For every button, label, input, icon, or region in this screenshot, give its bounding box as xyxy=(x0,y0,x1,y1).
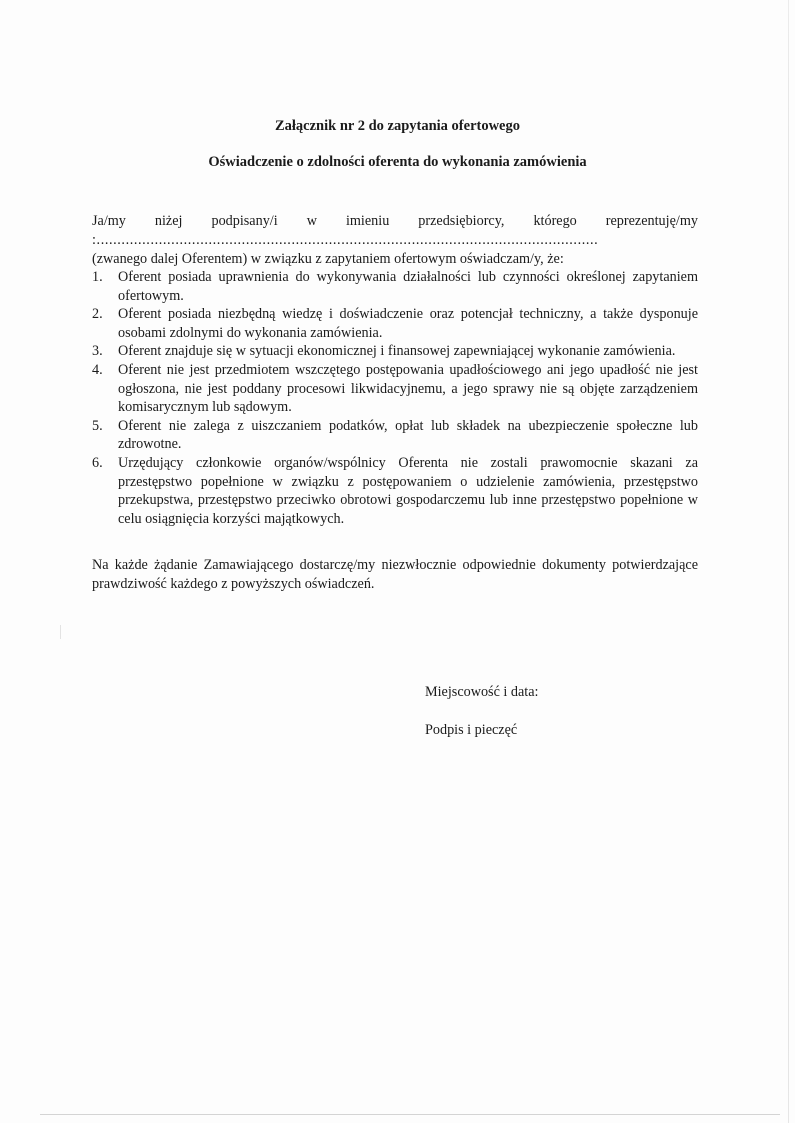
declaration-text: Oferent nie zalega z uiszczaniem podatków, opłat lub składek na ubezpieczenie społeczne lub zdrowotne. xyxy=(118,417,698,453)
declaration-number: 1. xyxy=(92,269,103,285)
intro-word: którego xyxy=(533,213,577,229)
declaration-number: 3. xyxy=(92,343,103,360)
declaration-text: Oferent nie jest przedmiotem wszczętego postępowania upadłościowego ani jego upadłość nie jest ogłoszona, nie jest poddany procesowi likwidacyjnemu, a jego sprawy nie są objęte zarządzeniem komisarycznym lub sądowym. xyxy=(118,361,698,416)
intro-word: podpisany/i xyxy=(211,213,278,229)
declaration-text: Oferent posiada niezbędną wiedzę i doświadczenie oraz potencjał techniczny, a także dysponuje osobami zdolnymi do wykonania zamówienia. xyxy=(118,306,698,341)
declaration-number: 6. xyxy=(92,454,103,471)
declaration-number: 2. xyxy=(92,306,103,323)
declaration-text: Urzędujący członkowie organów/wspólnicy Oferenta nie zostali prawomocnie skazani za przestępstwo popełnione w związku z postępowaniem o udzielenie zamówienia, przestępstwo przekupstwa, przestępstwo przeciwko obrotowi gospodarczemu lub inne przestępstwo popełnione w celu osiągnięcia korzyści majątkowych. xyxy=(118,454,698,527)
scan-margin-mark xyxy=(60,625,61,639)
intro-word: niżej xyxy=(154,213,183,229)
fill-in-dots: :......................................................................................................................... xyxy=(92,232,599,248)
closing-paragraph: Na każde żądanie Zamawiającego dostarczę/my niezwłocznie odpowiednie dokumenty potwierdzające prawdziwość każdego z powyższych oświadczeń. xyxy=(92,557,698,592)
declaration-item xyxy=(92,268,698,305)
intro-word: imieniu xyxy=(345,213,390,229)
intro-word: reprezentuję/my xyxy=(605,213,698,229)
attachment-title: Załącznik nr 2 do zapytania ofertowego xyxy=(274,118,520,134)
declaration-item xyxy=(92,305,698,342)
scan-edge-bottom xyxy=(40,1114,780,1115)
declaration-number: 5. xyxy=(92,417,103,434)
intro-continuation: (zwanego dalej Oferentem) w związku z zapytaniem ofertowym oświadczam/y, że: xyxy=(92,251,564,267)
declaration-item xyxy=(92,361,698,417)
document-title: Oświadczenie o zdolności oferenta do wykonania zamówienia xyxy=(208,154,587,170)
declaration-item xyxy=(92,417,698,454)
intro-word: Ja/my xyxy=(92,213,126,229)
declaration-item xyxy=(92,454,698,528)
intro-word: w xyxy=(306,213,317,229)
declarations-list xyxy=(92,268,698,528)
intro-line xyxy=(92,212,698,231)
declaration-item xyxy=(92,342,698,361)
signature-label: Podpis i pieczęć xyxy=(425,722,518,738)
intro-word: przedsiębiorcy, xyxy=(418,213,505,229)
declaration-text: Oferent znajduje się w sytuacji ekonomicznej i finansowej zapewniającej wykonanie zamówienia. xyxy=(118,343,676,360)
declaration-number: 4. xyxy=(92,361,103,378)
place-date-label: Miejscowość i data: xyxy=(425,684,539,700)
declaration-text: Oferent posiada uprawnienia do wykonywania działalności lub czynności określonej zapytaniem ofertowym. xyxy=(118,269,698,304)
